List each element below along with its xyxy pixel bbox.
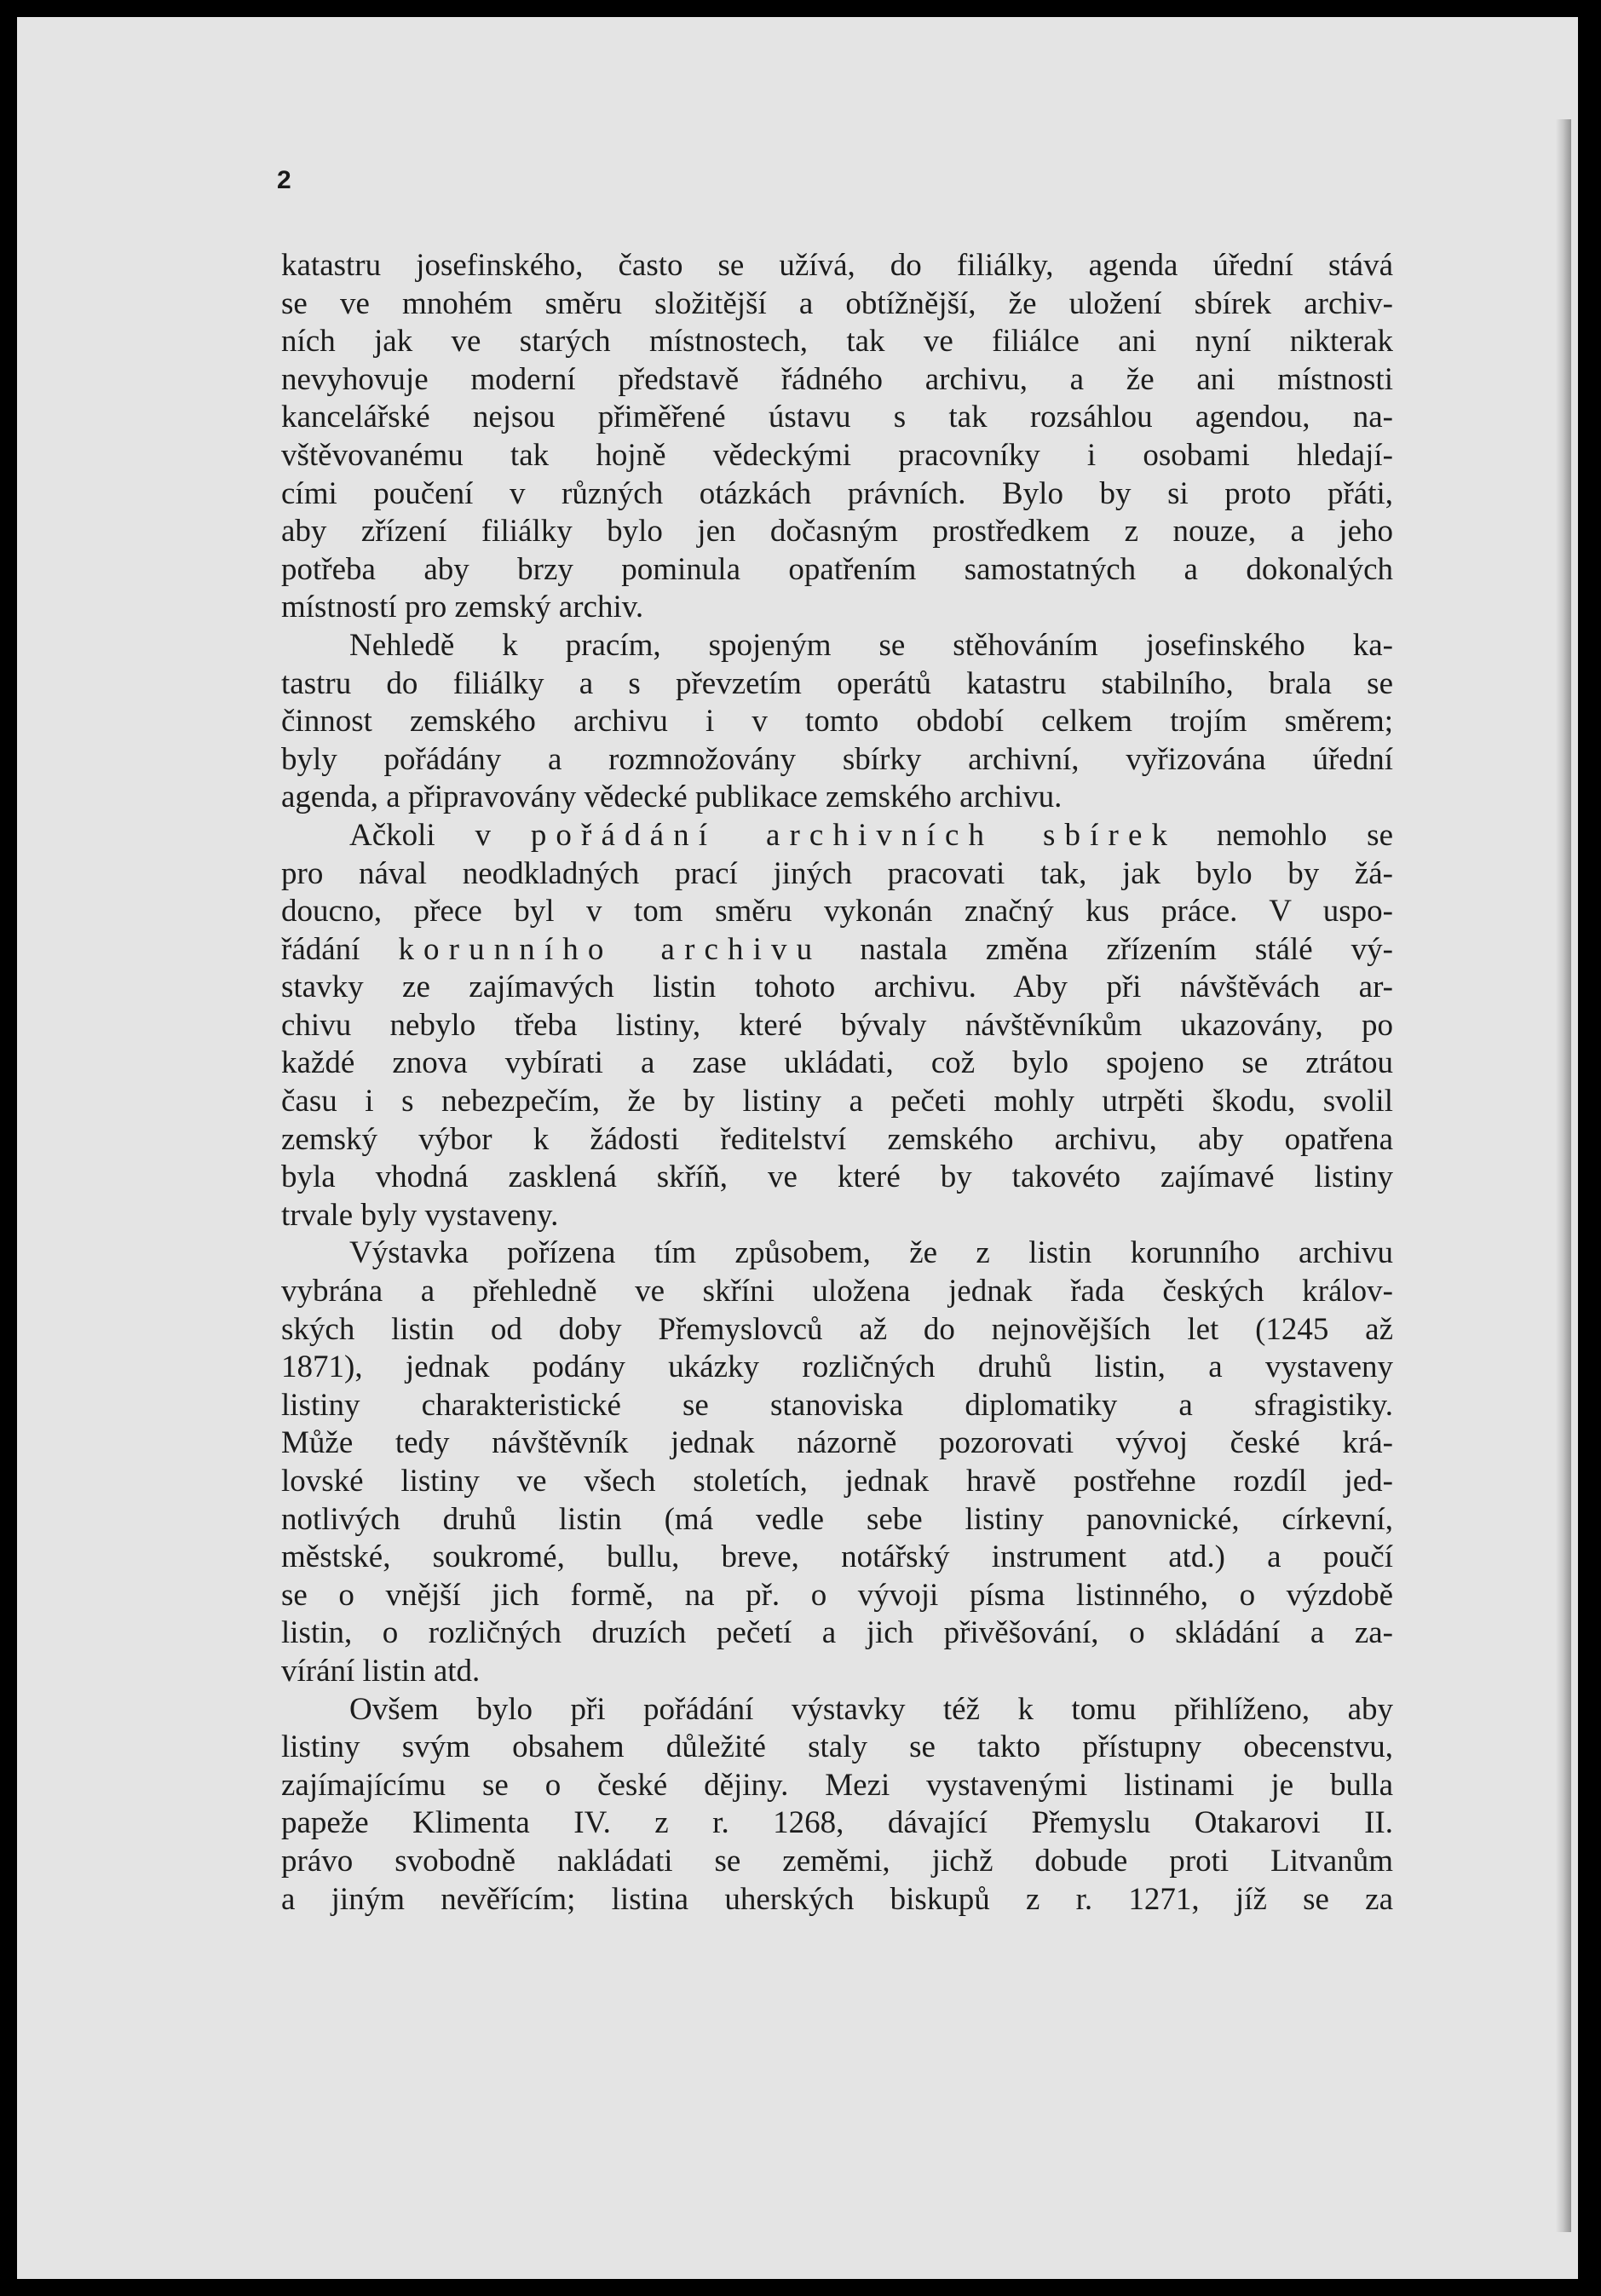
paragraph-start bbox=[281, 817, 1393, 855]
text-line: se ve mnohém směru složitější a obtížnější, že uložení sbírek archiv- bbox=[281, 285, 1393, 321]
text-fragment: nemohlo se bbox=[1177, 817, 1394, 853]
text-line: kancelářské nejsou přiměřené ústavu s tak rozsáhlou agendou, na- bbox=[281, 400, 1393, 435]
text-line: doucno, přece byl v tom směru vykonán značný kus práce. V uspo- bbox=[281, 894, 1393, 929]
text-line: aby zřízení filiálky bylo jen dočasným prostředkem z nouze, a jeho bbox=[281, 514, 1393, 550]
text-line: ních jak ve starých místnostech, tak ve filiálce ani nyní nikterak bbox=[281, 324, 1393, 360]
text-line: 1871), jednak podány ukázky rozličných druhů listin, a vystaveny bbox=[281, 1349, 1393, 1385]
text-line: se o vnější jich formě, na př. o vývoji písma listinného, o výzdobě bbox=[281, 1577, 1393, 1613]
text-line: tastru do filiálky a s převzetím operátů katastru stabilního, brala se bbox=[281, 665, 1393, 701]
text-line: listiny svým obsahem důležité staly se takto přístupny obecenstvu, bbox=[281, 1729, 1393, 1765]
text-line: trvale byly vystaveny. bbox=[281, 1197, 559, 1233]
text-line: ských listin od doby Přemyslovců až do nejnovějších let (1245 až bbox=[281, 1311, 1393, 1347]
text-line: notlivých druhů listin (má vedle sebe listiny panovnické, církevní, bbox=[281, 1501, 1393, 1537]
text-line: činnost zemského archivu i v tomto období celkem trojím směrem; bbox=[281, 704, 1393, 739]
paragraph-start: Ovšem bylo při pořádání výstavky též k tomu přihlíženo, aby bbox=[349, 1691, 1393, 1727]
text-line: zemský výbor k žádosti ředitelství zemského archivu, aby opatřena bbox=[281, 1121, 1393, 1157]
text-line: každé znova vybírati a zase ukládati, což bylo spojeno se ztrátou bbox=[281, 1045, 1393, 1081]
text-line: byly pořádány a rozmnožovány sbírky archivní, vyřizována úřední bbox=[281, 741, 1393, 777]
text-line: chivu nebylo třeba listiny, které bývaly návštěvníkům ukazovány, po bbox=[281, 1007, 1393, 1043]
text-line bbox=[281, 931, 1393, 970]
page-number: 2 bbox=[277, 166, 291, 194]
text-line: vírání listin atd. bbox=[281, 1653, 481, 1689]
emphasized-phrase: korunního archivu bbox=[398, 931, 822, 967]
paragraph-start: Nehledě k pracím, spojeným se stěhováním josefinského ka- bbox=[349, 627, 1393, 663]
text-line: vštěvovanému tak hojně vědeckými pracovníky i osobami hledají- bbox=[281, 437, 1393, 473]
text-line: katastru josefinského, často se užívá, do filiálky, agenda úřední stává bbox=[281, 248, 1393, 283]
body-text bbox=[281, 247, 1393, 1919]
text-line: právo svobodně nakládati se zeměmi, jichž dobude proti Litvanům bbox=[281, 1843, 1393, 1879]
text-line: stavky ze zajímavých listin tohoto archivu. Aby při návštěvách ar- bbox=[281, 970, 1393, 1005]
text-line: cími poučení v různých otázkách právních. Bylo by si proto přáti, bbox=[281, 475, 1393, 511]
text-line: byla vhodná zasklená skříň, ve které by takovéto zajímavé listiny bbox=[281, 1160, 1393, 1195]
text-fragment: Ačkoli v bbox=[349, 817, 531, 853]
text-line: pro nával neodkladných prací jiných pracovati tak, jak bylo by žá- bbox=[281, 855, 1393, 891]
text-line: potřeba aby brzy pominula opatřením samostatných a dokonalých bbox=[281, 551, 1393, 587]
text-line: zajímajícímu se o české dějiny. Mezi vystavenými listinami je bulla bbox=[281, 1767, 1393, 1803]
text-line: místností pro zemský archiv. bbox=[281, 590, 644, 625]
text-line: městské, soukromé, bullu, breve, notářský instrument atd.) a poučí bbox=[281, 1539, 1393, 1575]
text-line: vybrána a přehledně ve skříni uložena jednak řada českých králov- bbox=[281, 1274, 1393, 1309]
text-line: nevyhovuje moderní představě řádného archivu, a že ani místnosti bbox=[281, 361, 1393, 397]
emphasized-phrase: pořádání archivních sbírek bbox=[530, 817, 1178, 853]
text-line: lovské listiny ve všech stoletích, jednak hravě postřehne rozdíl jed- bbox=[281, 1464, 1393, 1499]
text-line: a jiným nevěřícím; listina uherských biskupů z r. 1271, jíž se za bbox=[281, 1881, 1393, 1917]
book-page bbox=[17, 17, 1578, 2279]
paragraph-start: Výstavka pořízena tím způsobem, že z listin korunního archivu bbox=[349, 1235, 1393, 1271]
page-edge-shadow bbox=[1556, 119, 1571, 2232]
text-line: agenda, a připravovány vědecké publikace zemského archivu. bbox=[281, 780, 1063, 815]
text-line: listin, o rozličných druzích pečetí a jich přivěšování, o skládání a za- bbox=[281, 1615, 1393, 1651]
text-line: Může tedy návštěvník jednak názorně pozorovati vývoj české krá- bbox=[281, 1425, 1393, 1461]
text-line: času i s nebezpečím, že by listiny a pečeti mohly utrpěti škodu, svolil bbox=[281, 1084, 1393, 1119]
text-line: listiny charakteristické se stanoviska diplomatiky a sfragistiky. bbox=[281, 1387, 1393, 1423]
text-line: papeže Klimenta IV. z r. 1268, dávající Přemyslu Otakarovi II. bbox=[281, 1805, 1393, 1841]
text-fragment: řádání bbox=[281, 931, 399, 967]
text-fragment: nastala změna zřízením stálé vý- bbox=[821, 931, 1394, 967]
